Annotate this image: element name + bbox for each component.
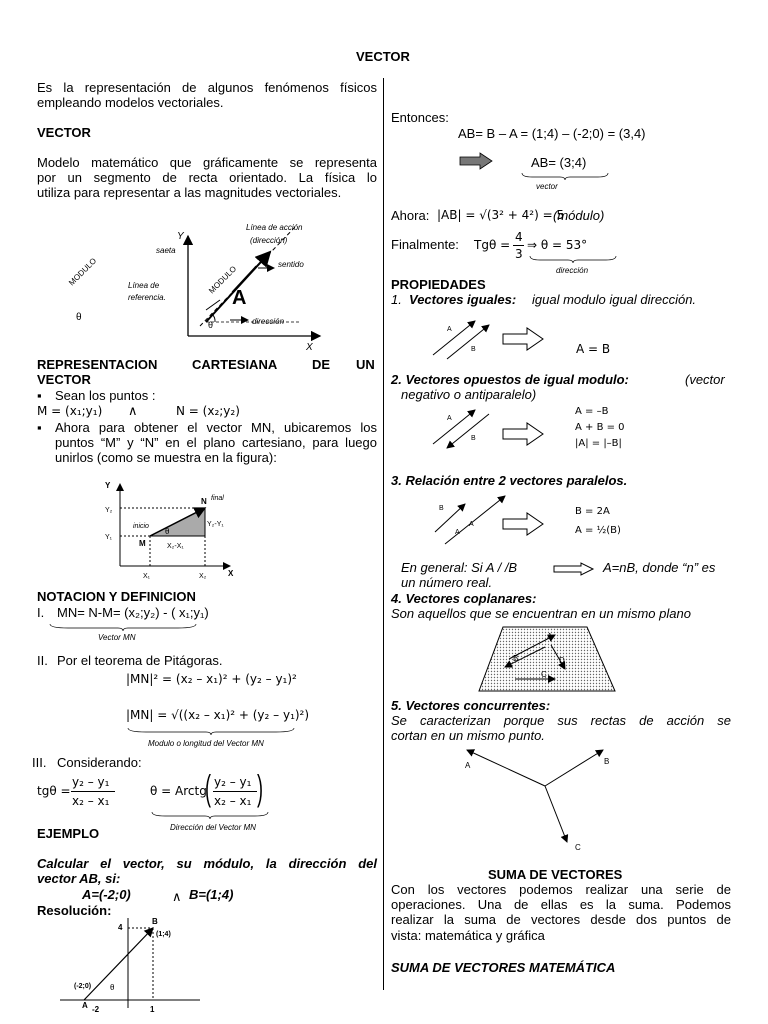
x-label: X: [228, 569, 234, 578]
x1-label: 1: [150, 1005, 155, 1014]
y1-label: Y₁: [105, 534, 113, 541]
general-1: En general: Si A / /B: [401, 560, 518, 575]
x-label: X: [306, 342, 313, 353]
outline-arrow: [503, 328, 543, 350]
general-arrow: [553, 562, 595, 576]
suma-line-1: Con los vectores podemos realizar una serie de: [391, 882, 731, 897]
heading-cart-5: VECTOR: [37, 372, 91, 387]
p3-title: 3. Relación entre 2 vectores paralelos.: [391, 473, 628, 488]
label-B: B: [471, 435, 476, 442]
ab-vector: [84, 928, 153, 1000]
opp-eq-3: |A| = |–B|: [575, 438, 622, 449]
label-B: B: [471, 346, 476, 353]
m-label: M: [139, 539, 146, 548]
arctg-bar: [213, 791, 257, 792]
tg-label: tgθ =: [37, 784, 71, 798]
heading-suma: SUMA DE VECTORES: [488, 867, 623, 882]
x1-label: X₁: [143, 573, 151, 580]
equal-vectors-diagram: [425, 313, 555, 365]
frac-den: x₂ – x₁: [72, 794, 110, 808]
ejemplo-line-1: Calcular el vector, su módulo, la dirección del: [37, 856, 377, 871]
p2-desc-2: negativo o antiparalelo): [401, 387, 537, 402]
and-symbol: ∧: [128, 403, 138, 418]
label-A: A: [455, 529, 460, 536]
parallel-vectors-diagram: [425, 492, 555, 550]
num-III: III.: [32, 755, 47, 770]
label-C: C: [575, 843, 581, 852]
a-point: (-2;0): [74, 983, 92, 990]
brace-vector-label: vector: [536, 182, 558, 191]
heading-propiedades: PROPIEDADES: [391, 277, 486, 292]
frac-bar-2: [513, 245, 524, 246]
b-label: B: [152, 917, 158, 926]
theta-label: θ: [165, 527, 170, 536]
ahora: Ahora:: [391, 208, 430, 223]
x2-label: X₂: [199, 573, 207, 580]
label-B: B: [604, 757, 610, 766]
bullet-2-line-2: puntos “M” y “N” en el plano cartesiano, para luego: [55, 435, 377, 450]
suma-line-3: realizar la suma de vectores desde dos puntos de: [391, 912, 731, 927]
label-A: A: [547, 632, 553, 641]
label-A: A: [447, 326, 452, 333]
heading-vector: VECTOR: [37, 125, 91, 140]
heading-cart-4: UN: [356, 357, 375, 372]
a-label: A: [82, 1001, 88, 1010]
entonces: Entonces:: [391, 110, 449, 125]
p2-desc: (vector: [685, 372, 725, 387]
p1-desc: igual modulo igual dirección.: [532, 292, 697, 307]
frac-bar: [71, 791, 115, 792]
brace-2-label: Modulo o longitud del Vector MN: [148, 739, 264, 748]
bullet-1: ▪: [37, 388, 42, 403]
outline-arrow: [503, 423, 543, 445]
num-I: I.: [37, 605, 45, 620]
ab-diagram: [60, 912, 210, 1016]
ab-calc: AB= B – A = (1;4) – (-2;0) = (3,4): [458, 126, 646, 141]
tg-final: Tgθ =: [474, 238, 511, 252]
brace-1-label: Vector MN: [98, 633, 136, 642]
frac4: 4: [515, 230, 523, 244]
label-C: C: [541, 670, 547, 679]
frac-num: y₂ – y₁: [72, 775, 110, 789]
p1-title: Vectores iguales:: [409, 292, 517, 307]
resolucion: Resolución:: [37, 903, 112, 918]
opp-eq-1: A = –B: [575, 406, 609, 417]
theta-label: θ: [208, 320, 214, 330]
p5-title: 5. Vectores concurrentes:: [391, 698, 551, 713]
arctg-num: y₂ – y₁: [214, 775, 252, 789]
brace-2: [126, 726, 296, 736]
point-A: A=(-2;0): [82, 887, 131, 902]
modulo-side-label: MODULO: [67, 256, 99, 288]
action-line-label: Línea de acción: [246, 223, 303, 232]
point-B: B=(1;4): [189, 887, 234, 902]
inicio-label: inicio: [133, 523, 149, 530]
vector-A: [433, 410, 475, 444]
label-A: A: [465, 761, 471, 770]
p4-title: 4. Vectores coplanares:: [391, 591, 537, 606]
vector-A-label: A: [232, 287, 247, 309]
dy-label: Y₂-Y₁: [207, 521, 224, 528]
label-A2: A: [469, 521, 474, 528]
final-label: final: [211, 495, 224, 502]
saeta-label: saeta: [156, 246, 176, 255]
heading-cart-2: CARTESIANA: [192, 357, 278, 372]
pythagoras-text: Por el teorema de Pitágoras.: [57, 653, 223, 668]
direction-label: dirección: [252, 317, 285, 326]
ref-label-1: Línea de: [128, 281, 160, 290]
arctg-den: x₂ – x₁: [214, 794, 252, 808]
equation-2: |MN| = √((x₂ – x₁)² + (y₂ – y₁)²): [126, 708, 310, 722]
dx-label: X₂-X₁: [167, 543, 184, 550]
opposite-vectors-diagram: [425, 402, 555, 454]
label-A: A: [447, 415, 452, 422]
heading-cart-1: REPRESENTACION: [37, 357, 158, 372]
suma-line-4: vista: matemática y gráfica: [391, 928, 545, 943]
modulo-eq: |AB| = √(3² + 4²) = 5: [437, 208, 565, 222]
vector-B: [545, 750, 603, 786]
suma-line-2: operaciones. Una de ellas es la suma. Podemos: [391, 897, 731, 912]
par-eq-2: A = ½(B): [575, 525, 621, 536]
vector-B: [447, 325, 489, 359]
brace-dir: [528, 254, 618, 264]
concurrent-diagram: [455, 744, 615, 854]
heading-suma-matematica: SUMA DE VECTORES MATEMÁTICA: [391, 960, 616, 975]
brace-dir-label: dirección: [556, 266, 589, 275]
general-3: un número real.: [401, 575, 493, 590]
modulo-label: MODULO: [207, 264, 239, 296]
num-II: II.: [37, 653, 48, 668]
xm2-label: -2: [92, 1005, 100, 1014]
column-divider: [383, 78, 384, 990]
modulo-word: (módulo): [553, 208, 605, 223]
theta-label: θ: [110, 983, 115, 992]
p2-title: 2. Vectores opuestos de igual modulo:: [391, 372, 629, 387]
theta-side-label: θ: [76, 312, 82, 323]
y-label: Y: [105, 481, 111, 490]
bullet-2: ▪: [37, 420, 42, 435]
b-point: (1;4): [156, 931, 171, 938]
outline-arrow: [503, 513, 543, 535]
label-B: B: [513, 654, 519, 663]
y4-label: 4: [118, 923, 123, 932]
bullet-1-text: Sean los puntos :: [55, 388, 156, 403]
action-line-sub: (dirección): [250, 236, 288, 245]
page-title: VECTOR: [356, 49, 410, 64]
finalmente: Finalmente:: [391, 237, 459, 252]
brace-3-label: Dirección del Vector MN: [170, 823, 256, 832]
vector-A: [467, 750, 545, 786]
p5-desc-1: Se caracterizan porque sus rectas de acción se: [391, 713, 731, 728]
general-2: A=nB, donde “n” es: [603, 560, 716, 575]
heading-notation: NOTACION Y DEFINICION: [37, 589, 196, 604]
y2-label: Y₂: [105, 507, 113, 514]
and-symbol-2: ∧: [172, 889, 182, 904]
mn-definition: MN= N-M= (x₂;y₂) - ( x₁;y₁): [57, 605, 209, 620]
p5-desc-2: cortan en un mismo punto.: [391, 728, 545, 743]
paren-left: (: [205, 767, 211, 808]
intro-line-1: Es la representación de algunos fenómenos físicos: [37, 80, 377, 95]
def-line-3: utiliza para representar a las magnitudes vectoriales.: [37, 185, 342, 200]
brace-vector: [520, 171, 610, 181]
sense-label: sentido: [278, 260, 304, 269]
par-eq-1: B = 2A: [575, 506, 610, 517]
y-label: Y: [177, 231, 184, 242]
p4-desc: Son aquellos que se encuentran en un mismo plano: [391, 606, 691, 621]
vector-B: [445, 496, 505, 544]
label-D: D: [559, 656, 565, 665]
coplanar-diagram: [475, 625, 625, 693]
n-label: N: [201, 497, 207, 506]
bullet-2-line-1: Ahora para obtener el vector MN, ubicaremos los: [55, 420, 377, 435]
vector-A: [433, 321, 475, 355]
frac3: 3: [515, 247, 523, 261]
mn-diagram: [95, 478, 255, 586]
eq-A-B: A = B: [576, 342, 611, 356]
p1-num: 1.: [391, 292, 402, 307]
heading-cart-3: DE: [312, 357, 331, 372]
bullet-2-line-3: unirlos (como se muestra en la figura):: [55, 450, 277, 465]
point-M: M = (x₁;y₁): [37, 404, 103, 418]
brace-3: [150, 810, 270, 820]
arctg-label: θ = Arctg: [150, 784, 207, 798]
equation-1: |MN|² = (x₂ – x₁)² + (y₂ – y₁)²: [126, 672, 297, 686]
vector-diagram: [60, 218, 380, 353]
considerando: Considerando:: [57, 755, 142, 770]
intro-line-2: empleando modelos vectoriales.: [37, 95, 224, 110]
hatch-arrow: [458, 152, 494, 170]
def-line-1: Modelo matemático que gráficamente se representa: [37, 155, 377, 170]
point-N: N = (x₂;y₂): [176, 404, 240, 418]
paren-right: ): [257, 767, 263, 808]
label-B: B: [439, 505, 444, 512]
opp-eq-2: A + B = 0: [575, 422, 625, 433]
ref-label-2: referencia.: [128, 293, 166, 302]
ab-result: AB= (3;4): [531, 155, 587, 170]
theta-result: ⇒ θ = 53°: [527, 238, 588, 252]
vector-B: [447, 414, 489, 448]
heading-ejemplo: EJEMPLO: [37, 826, 100, 841]
ejemplo-line-2: vector AB, si:: [37, 871, 121, 886]
vector-C: [545, 786, 567, 842]
def-line-2: por un segmento de recta orientado. La física lo: [37, 170, 377, 185]
